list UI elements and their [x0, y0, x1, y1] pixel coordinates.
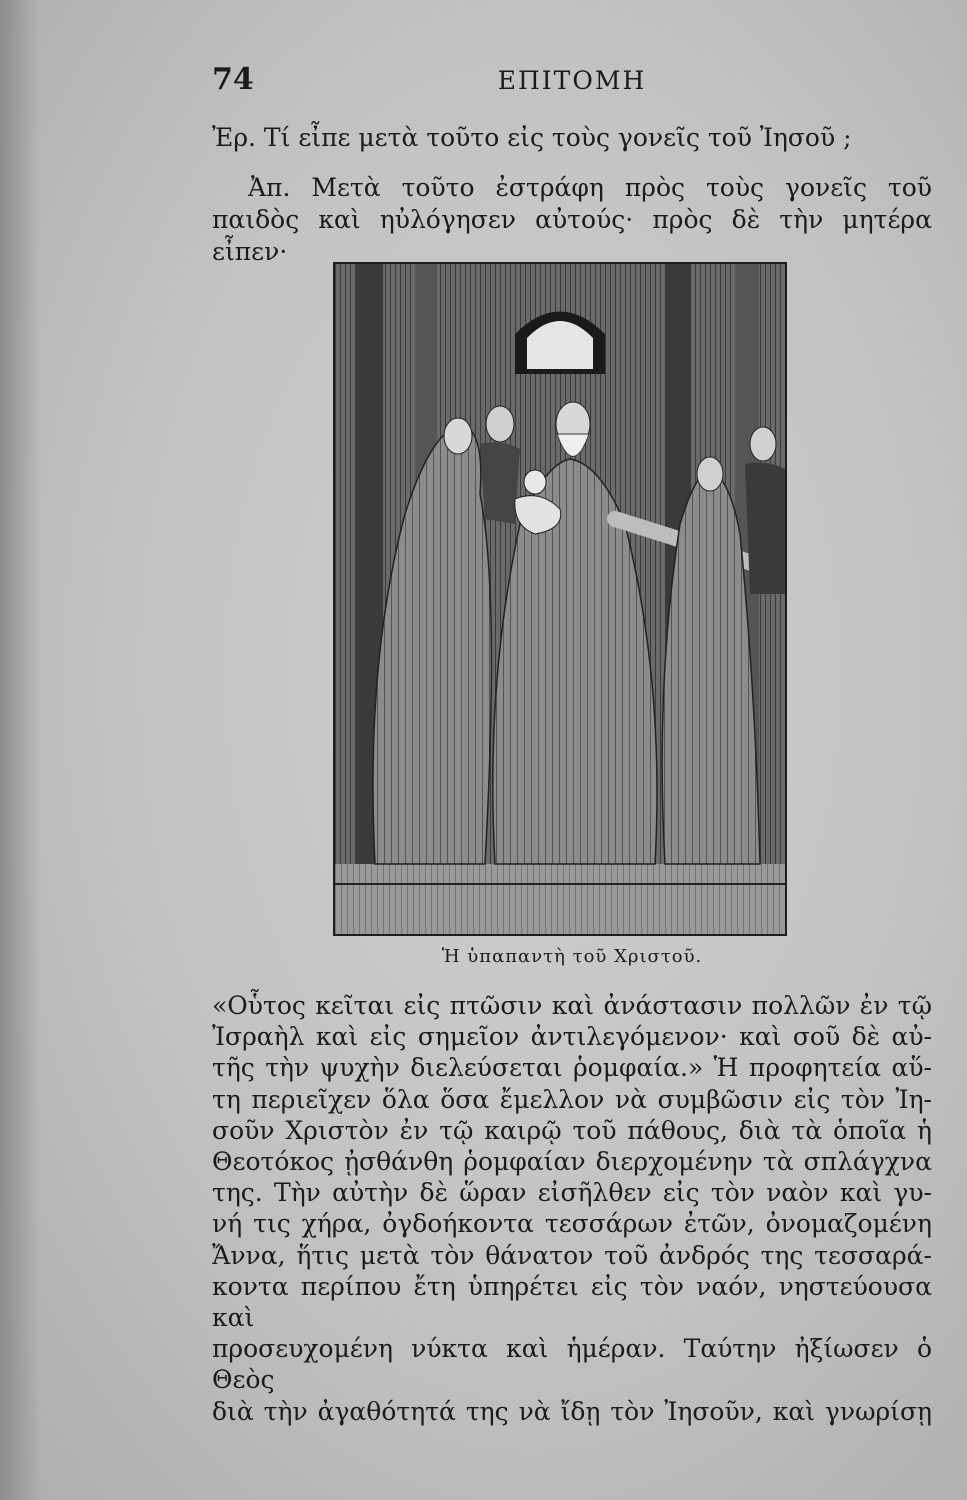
running-title: ΕΠΙΤΟΜΗ — [497, 66, 647, 95]
body-line: Ἄννα, ἥτις μετὰ τὸν θάνατον τοῦ ἀνδρός της τεσσαρά- — [212, 1240, 932, 1270]
page-header — [212, 62, 932, 102]
body-line: τῆς τὴν ψυχὴν διελεύσεται ῥομφαία.» Ἡ προφητεία αὕ- — [212, 1053, 932, 1083]
page-number: 74 — [212, 62, 254, 97]
body-line: νή τις χήρα, ὀγδοήκοντα τεσσάρων ἐτῶν, ὀνομαζομένη — [212, 1209, 932, 1239]
body-paragraph — [212, 990, 932, 1427]
body-line: της. Τὴν αὐτὴν δὲ ὥραν εἰσῆλθεν εἰς τὸν ναὸν καὶ γυ- — [212, 1178, 932, 1208]
body-line: Ἰσραὴλ καὶ εἰς σημεῖον ἀντιλεγόμενον· καὶ σοῦ δὲ αὐ- — [212, 1022, 932, 1052]
page-gutter-shadow — [0, 0, 40, 1500]
body-line: κοντα περίπου ἔτη ὑπηρέτει εἰς τὸν ναόν, νηστεύουσα καὶ — [212, 1271, 932, 1333]
answer-paragraph: Ἀπ. Μετὰ τοῦτο ἐστράφη πρὸς τοὺς γονεῖς τοῦ παιδὸς καὶ ηὐλόγησεν αὐτούς· πρὸς δὲ τὴν μητέρα εἶπεν· — [212, 173, 932, 266]
body-line: «Οὗτος κεῖται εἰς πτῶσιν καὶ ἀνάστασιν πολλῶν ἐν τῷ — [212, 991, 932, 1020]
body-line: τη περιεῖχεν ὅλα ὅσα ἔμελλον νὰ συμβῶσιν εἰς τὸν Ἰη- — [212, 1084, 932, 1114]
engraving-illustration — [335, 264, 785, 934]
body-line: Θεοτόκος ᾐσθάνθη ῥομφαίαν διερχομένην τὰ σπλάγχνα — [212, 1147, 932, 1177]
body-line: προσευχομένη νύκτα καὶ ἡμέραν. Ταύτην ἠξίωσεν ὁ Θεὸς — [212, 1334, 932, 1395]
engraving-presentation-of-christ — [333, 262, 787, 936]
body-line: διὰ τὴν ἀγαθότητά της νὰ ἴδῃ τὸν Ἰησοῦν, καὶ γνωρίσῃ — [212, 1396, 932, 1426]
body-line: σοῦν Χριστὸν ἐν τῷ καιρῷ τοῦ πάθους, διὰ τὰ ὁποῖα ἡ — [212, 1115, 932, 1145]
figure-caption: Ἡ ὑπαπαντὴ τοῦ Χριστοῦ. — [441, 946, 703, 967]
question-paragraph: Ἐρ. Τί εἶπε μετὰ τοῦτο εἰς τοὺς γονεῖς τοῦ Ἰησοῦ ; — [212, 123, 852, 152]
